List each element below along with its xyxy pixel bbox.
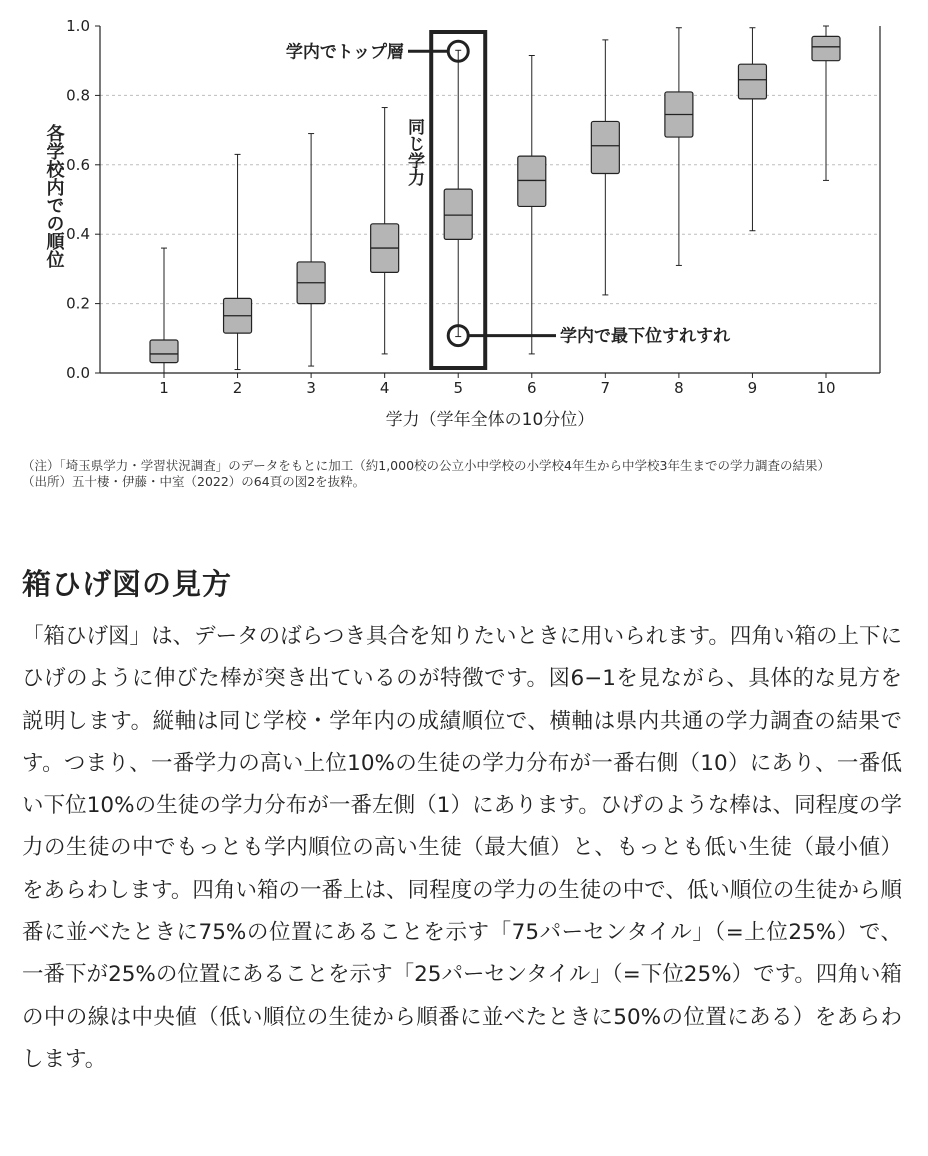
y-tick-label: 0.0 [66,364,90,382]
box-7 [591,40,619,295]
box-6 [518,55,546,353]
box-iqr [812,36,840,60]
annotation-top-text: 学内でトップ層 [285,42,404,63]
x-tick-label: 10 [816,379,836,397]
y-axis-label: 各学校内での順位 [43,124,65,268]
box-9 [738,28,766,231]
x-tick-label: 9 [747,379,758,397]
figure-notes [22,458,912,490]
x-tick-labels [159,379,835,397]
annotations [286,32,731,368]
x-tick-label: 7 [600,379,611,397]
section-heading: 箱ひげ図の見方 [22,567,233,601]
x-tick-label: 8 [674,379,684,397]
x-axis-label: 学力（学年全体の10分位） [385,410,595,430]
section-body: 「箱ひげ図」は、データのばらつき具合を知りたいときに用いられます。四角い箱の上下にひげのように伸びた棒が突き出ているのが特徴です。図6−1を見ながら、具体的な見方を説明します。縦軸は同じ学校・学年内の成績順位で、横軸は県内共通の学力調査の結果です。つまり、一番学力の高い上位10%の生徒の学力分布が一番右側（10）にあり、一番低い下位10%の生徒の学力分布が一番左側（1）にあります。ひげのような棒は、同程度の学力の生徒の中でもっとも学内順位の高い生徒（最大値）と、もっとも低い生徒（最小値）をあらわします。四角い箱の一番上は、同程度の学力の生徒の中で、低い順位の生徒から順番に並べたときに75%の位置にあることを示す「75パーセンタイル」（=上位25%）で、一番下が25%の位置にあることを示す「25パーセンタイル」（=下位25%）です。四角い箱の中の線は中央値（低い順位の生徒から順番に並べたときに50%の位置にある）をあらわします。 [22,624,902,1072]
y-tick-label: 1.0 [66,17,90,35]
x-tick-label: 1 [159,379,169,397]
x-tick-label: 5 [453,379,463,397]
x-tick-label: 3 [306,379,316,397]
box-1 [150,248,178,373]
y-tick-label: 0.8 [66,86,90,105]
box-4 [371,108,399,354]
annotation-bottom-text: 学内で最下位すれすれ [560,326,730,347]
box-iqr [150,340,178,363]
x-tick-label: 2 [232,379,243,397]
boxes [150,26,840,373]
annotation-same-text: 同じ学力 [404,118,424,186]
y-tick-label: 0.2 [66,294,90,313]
source-text: （出所）五十棲・伊藤・中室（2022）の64頁の図2を抜粋。 [22,474,366,489]
grid-lines [100,95,880,303]
box-iqr [591,121,619,173]
box-iqr [518,156,546,206]
box-3 [297,134,325,366]
y-tick-labels [66,17,90,382]
box-5 [444,50,472,336]
box-2 [224,154,252,369]
box-iqr [444,189,472,239]
x-tick-label: 6 [527,379,537,397]
box-plot-chart [0,0,928,440]
x-tick-label: 4 [379,379,390,397]
y-tick-label: 0.6 [66,155,90,174]
box-10 [812,26,840,180]
box-iqr [738,64,766,99]
note-text: （注）「埼玉県学力・学習状況調査」のデータをもとに加工（約1,000校の公立小中学校の小学校4年生から中学校3年生までの学力調査の結果） [22,458,830,473]
y-tick-label: 0.4 [66,225,90,244]
box-8 [665,28,693,266]
